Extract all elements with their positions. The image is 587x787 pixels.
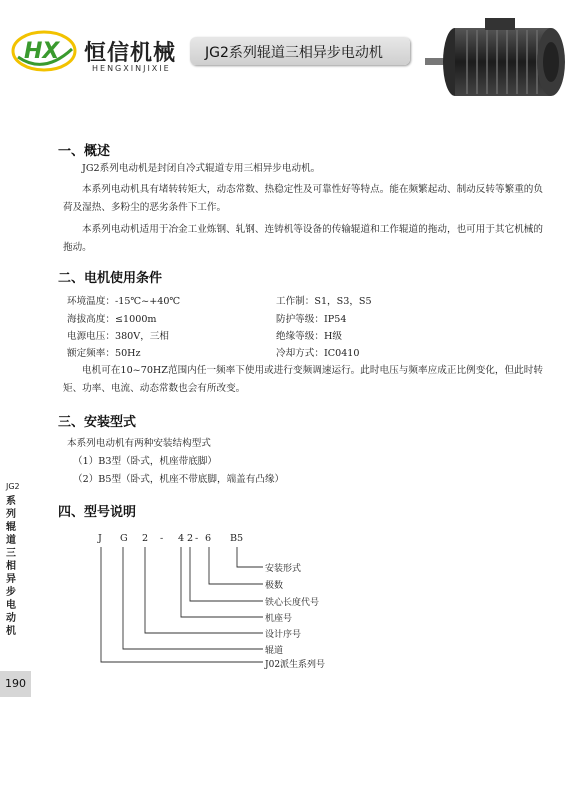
svg-text:HX: HX <box>24 39 60 64</box>
code-char-4: 4 <box>178 533 185 544</box>
page-title: JG2系列辊道三相异步电动机 <box>205 45 383 61</box>
overview-paragraph-1: JG2系列电动机是封闭自冷式辊道专用三相异步电动机。 <box>82 163 321 174</box>
motor-image <box>425 14 575 110</box>
condition-protection: 防护等级：IP54 <box>276 314 347 325</box>
conditions-note: 电机可在10~70HZ范围内任一频率下使用或进行变频调速运行。此时电压与频率应成正比例变化，但此时转矩、功率、电流、动态常数也会有所改变。 <box>63 365 543 394</box>
code-char-b5: B5 <box>230 533 244 544</box>
condition-duty: 工作制：S1，S3，S5 <box>276 296 372 307</box>
code-char-g: G <box>120 533 128 544</box>
condition-cooling: 冷却方式：IC0410 <box>276 348 360 359</box>
mounting-intro: 本系列电动机有两种安装结构型式 <box>67 438 211 449</box>
side-section-title <box>6 480 18 638</box>
condition-insulation: 绝缘等级：H级 <box>276 331 342 342</box>
brand-name-cn: 恒信机械 <box>84 41 177 66</box>
code-char-j: J <box>98 533 102 544</box>
model-label-core-length: 铁心长度代号 <box>265 598 320 608</box>
model-label-frame: 机座号 <box>265 614 293 624</box>
model-label-roller: 辊道 <box>265 646 284 656</box>
heading-mounting: 三、安装型式 <box>58 415 137 430</box>
condition-altitude: 海拔高度：≤1000m <box>67 314 157 325</box>
code-char-2b: 2 <box>187 533 194 544</box>
code-char-dash1: - <box>160 533 164 544</box>
condition-frequency: 额定频率：50Hz <box>67 348 141 359</box>
model-label-mounting: 安装形式 <box>265 564 302 574</box>
hx-logo <box>10 27 78 73</box>
code-char-dash2: - <box>195 533 199 544</box>
overview-paragraph-2: 本系列电动机具有堵转转矩大，动态常数、热稳定性及可靠性好等特点。能在频繁起动、制动反转等繁重的负荷及湿热、多粉尘的恶劣条件下工作。 <box>63 184 543 213</box>
mounting-b5: （2）B5型（卧式，机座不带底脚，端盖有凸缘） <box>73 474 285 485</box>
side-title-text: 系列辊道三相异步电动机 <box>6 496 16 637</box>
mounting-b3: （1）B3型（卧式，机座带底脚） <box>73 456 217 467</box>
condition-ambient-temp: 环境温度：-15℃~+40℃ <box>67 296 181 307</box>
code-char-2a: 2 <box>142 533 149 544</box>
heading-overview: 一、概述 <box>58 144 111 159</box>
model-label-poles: 极数 <box>265 581 284 591</box>
model-label-series: J02派生系列号 <box>265 660 326 670</box>
heading-model: 四、型号说明 <box>58 505 137 520</box>
brand-name-en: HENGXINJIXIE <box>92 64 171 73</box>
condition-voltage: 电源电压：380V，三相 <box>67 331 169 342</box>
overview-paragraph-3: 本系列电动机适用于冶金工业炼钢、轧钢、连铸机等设备的传输辊道和工作辊道的拖动，也可用于其它机械的拖动。 <box>63 224 543 253</box>
side-model: JG2 <box>6 482 20 491</box>
code-char-6: 6 <box>205 533 212 544</box>
model-label-design-no: 设计序号 <box>265 630 302 640</box>
heading-conditions: 二、电机使用条件 <box>58 271 163 286</box>
page-number: 190 <box>0 671 31 697</box>
